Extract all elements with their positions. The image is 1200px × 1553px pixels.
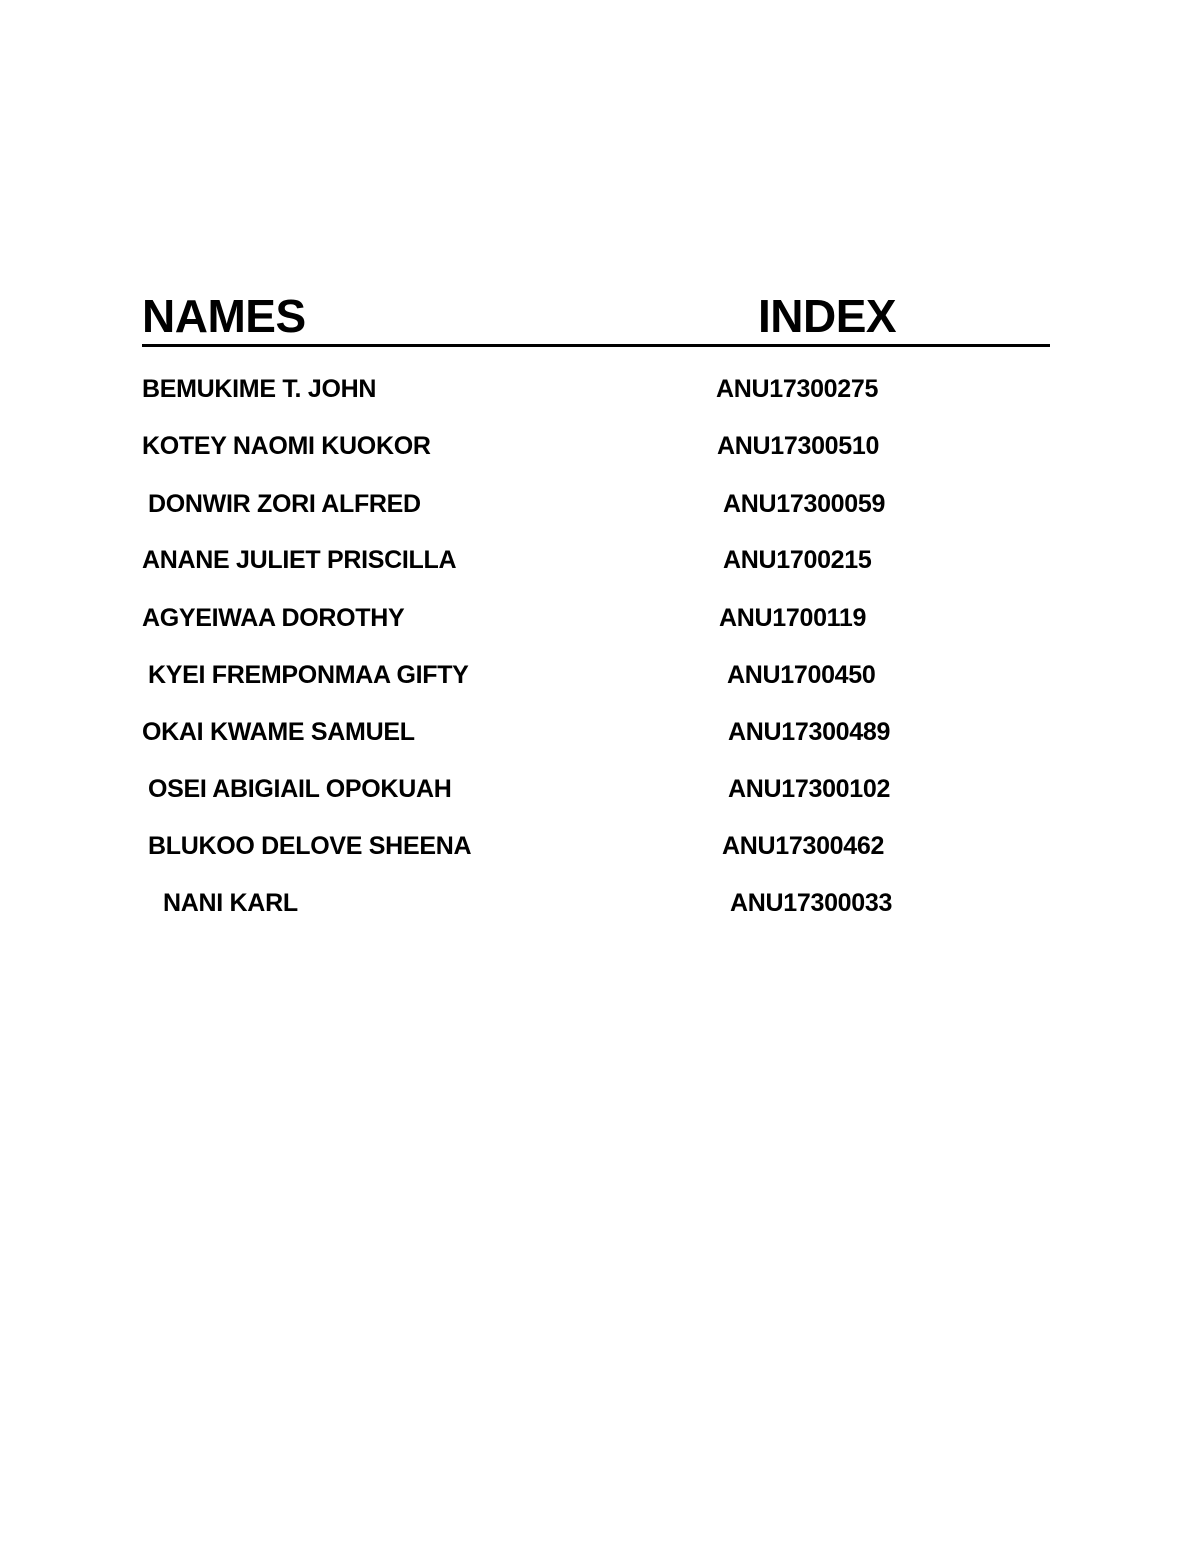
student-name: OSEI ABIGIAIL OPOKUAH bbox=[148, 775, 452, 803]
student-name: ANANE JULIET PRISCILLA bbox=[142, 546, 457, 574]
student-name: KYEI FREMPONMAA GIFTY bbox=[148, 661, 469, 689]
student-name: DONWIR ZORI ALFRED bbox=[148, 490, 421, 518]
student-name: NANI KARL bbox=[163, 889, 298, 917]
student-index: ANU17300275 bbox=[716, 375, 879, 403]
student-index: ANU17300033 bbox=[730, 889, 893, 917]
student-index: ANU1700450 bbox=[727, 661, 876, 689]
names-column-header: NAMES bbox=[142, 290, 306, 342]
student-index: ANU17300102 bbox=[728, 775, 891, 803]
student-name: AGYEIWAA DOROTHY bbox=[142, 604, 405, 632]
student-index: ANU17300462 bbox=[722, 832, 885, 860]
student-name: KOTEY NAOMI KUOKOR bbox=[142, 432, 431, 460]
student-index: ANU17300489 bbox=[728, 718, 891, 746]
student-index: ANU17300059 bbox=[723, 490, 886, 518]
student-name: BEMUKIME T. JOHN bbox=[142, 375, 377, 403]
student-index: ANU1700119 bbox=[719, 604, 867, 632]
student-index: ANU1700215 bbox=[723, 546, 872, 574]
table-header bbox=[142, 288, 1050, 347]
student-name: BLUKOO DELOVE SHEENA bbox=[148, 832, 472, 860]
student-name: OKAI KWAME SAMUEL bbox=[142, 718, 415, 746]
index-column-header: INDEX bbox=[758, 290, 897, 342]
student-index: ANU17300510 bbox=[717, 432, 880, 460]
